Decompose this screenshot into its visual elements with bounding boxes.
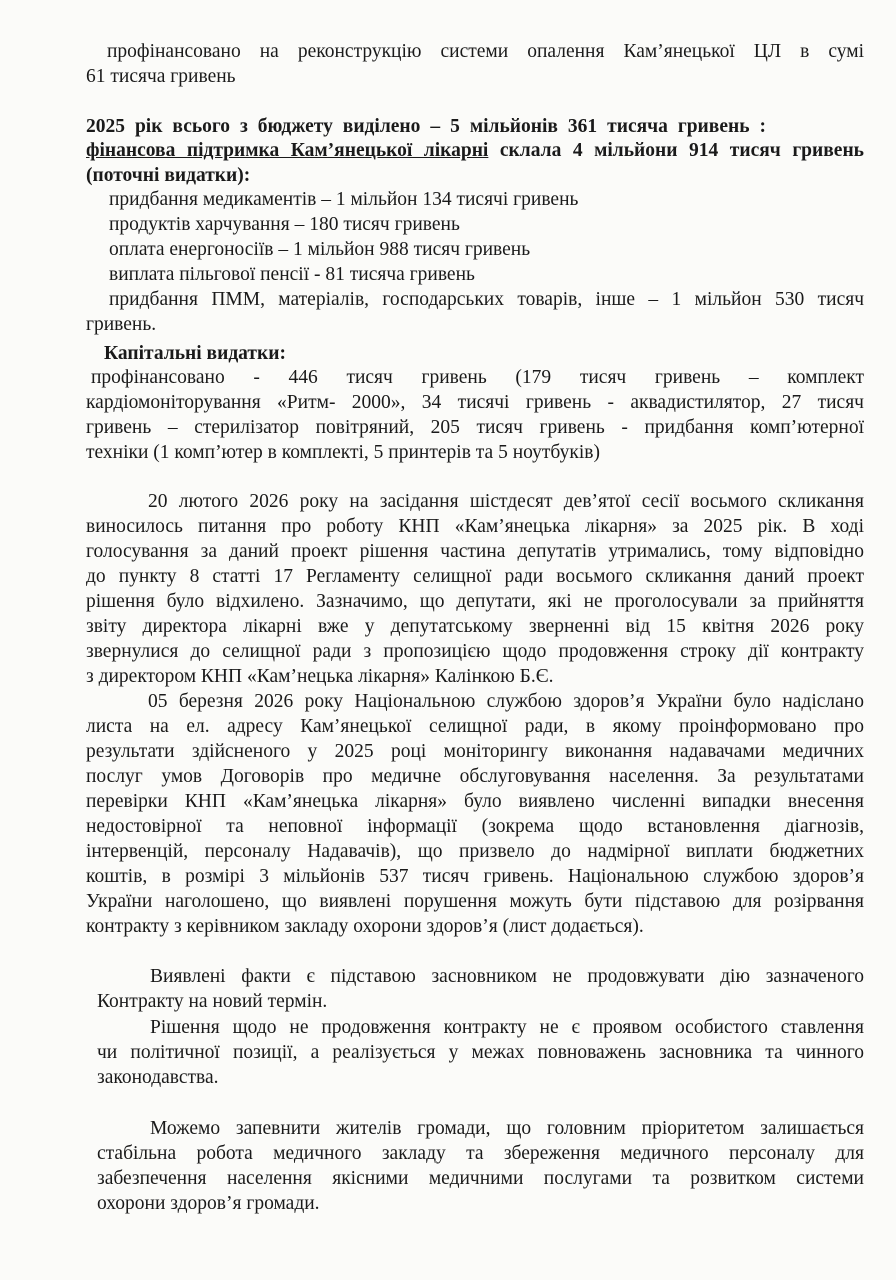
nszu-paragraph-line: результати здійсненого у 2025 році моніторингу виконання надавачами медичних xyxy=(86,741,864,762)
session-paragraph-line: звернулися до селищної ради з пропозицією щодо продовження строку дії контракту xyxy=(86,641,864,662)
expense-item: виплата пільгової пенсії - 81 тисяча гривень xyxy=(109,264,475,285)
nszu-paragraph-line: недостовірної та неповної інформації (зокрема щодо встановлення діагнозів, xyxy=(86,816,864,837)
decision-paragraph-line: законодавства. xyxy=(97,1067,219,1088)
support-underlined-text: фінансова підтримка Кам’янецької лікарні xyxy=(86,140,489,161)
nszu-paragraph-line: контракту з керівником закладу охорони здоров’я (лист додається). xyxy=(86,916,644,937)
nszu-paragraph-line: коштів, в розмірі 3 мільйонів 537 тисяч гривень. Національною службою здоров’я xyxy=(86,866,864,887)
session-paragraph-line: голосування за даний проект рішення частина депутатів утримались, тому відповідно xyxy=(86,541,864,562)
expense-item: придбання ПММ, матеріалів, господарських товарів, інше – 1 мільйон 530 тисяч xyxy=(109,289,864,310)
expense-item: придбання медикаментів – 1 мільйон 134 тисячі гривень xyxy=(109,189,579,210)
session-paragraph-line: рішення було відхилено. Зазначимо, що депутати, які не проголосували за прийняття xyxy=(86,591,864,612)
budget-2025-heading: 2025 рік всього з бюджету виділено – 5 мільйонів 361 тисяча гривень : xyxy=(86,116,766,137)
session-paragraph-line: 20 лютого 2026 року на засідання шістдесят дев’ятої сесії восьмого скликання xyxy=(148,491,864,512)
decision-paragraph-line: чи політичної позиції, а реалізується у межах повноважень засновника та чинного xyxy=(97,1042,864,1063)
session-paragraph-line: виносилось питання про роботу КНП «Кам’янецька лікарня» за 2025 рік. В ході xyxy=(86,516,864,537)
assurance-paragraph-line: охорони здоров’я громади. xyxy=(97,1193,320,1214)
capital-line: кардіомоніторування «Ритм- 2000», 34 тисячі гривень - аквадистилятор, 27 тисяч xyxy=(86,392,864,413)
session-paragraph-line: до пункту 8 статті 17 Регламенту селищної ради восьмого скликання даний проект xyxy=(86,566,864,587)
capital-line: гривень – стерилізатор повітряний, 205 тисяч гривень - придбання комп’ютерної xyxy=(86,417,864,438)
capital-line: техніки (1 комп’ютер в комплекті, 5 принтерів та 5 ноутбуків) xyxy=(86,442,600,463)
facts-paragraph-line: Виявлені факти є підставою засновником не продовжувати дію зазначеного xyxy=(150,966,864,987)
support-line xyxy=(86,139,864,163)
nszu-paragraph-line: перевірки КНП «Кам’янецька лікарня» було виявлено численні випадки внесення xyxy=(86,791,864,812)
capital-line: профінансовано - 446 тисяч гривень (179 тисяч гривень – комплект xyxy=(91,367,864,388)
intro-line: 61 тисяча гривень xyxy=(86,66,236,87)
support-amount-text: склала 4 мільйони 914 тисяч гривень xyxy=(488,140,864,161)
intro-line: профінансовано на реконструкцію системи опалення Кам’янецької ЦЛ в сумі xyxy=(107,41,864,62)
assurance-paragraph-line: Можемо запевнити жителів громади, що головним пріоритетом залишається xyxy=(150,1118,864,1139)
assurance-paragraph-line: стабільна робота медичного закладу та збереження медичного персоналу для xyxy=(97,1143,864,1164)
expense-item: продуктів харчування – 180 тисяч гривень xyxy=(109,214,460,235)
facts-paragraph-line: Контракту на новий термін. xyxy=(97,991,328,1012)
nszu-paragraph-line: послуг умов Договорів про медичне обслуговування населення. За результатами xyxy=(86,766,864,787)
nszu-paragraph-line: України наголошено, що виявлені порушення можуть бути підставою для розірвання xyxy=(86,891,864,912)
capital-heading: Капітальні видатки: xyxy=(104,343,286,364)
assurance-paragraph-line: забезпечення населення якісними медичними послугами та розвитком системи xyxy=(97,1168,864,1189)
nszu-paragraph-line: 05 березня 2026 року Національною службою здоров’я України було надіслано xyxy=(148,691,864,712)
nszu-paragraph-line: інтервенцій, персоналу Надавачів), що призвело до надмірної виплати бюджетних xyxy=(86,841,864,862)
nszu-paragraph-line: листа на ел. адресу Кам’янецької селищної ради, в якому проінформовано про xyxy=(86,716,864,737)
current-expenses-label: (поточні видатки): xyxy=(86,165,251,186)
session-paragraph-line: звіту директора лікарні вже у депутатському зверненні від 15 квітня 2026 року xyxy=(86,616,864,637)
session-paragraph-line: з директором КНП «Кам’нецька лікарня» Калінкою Б.Є. xyxy=(86,666,554,687)
decision-paragraph-line: Рішення щодо не продовження контракту не є проявом особистого ставлення xyxy=(150,1017,864,1038)
expense-item: оплата енергоносіїв – 1 мільйон 988 тисяч гривень xyxy=(109,239,531,260)
expense-item-tail: гривень. xyxy=(86,314,157,335)
